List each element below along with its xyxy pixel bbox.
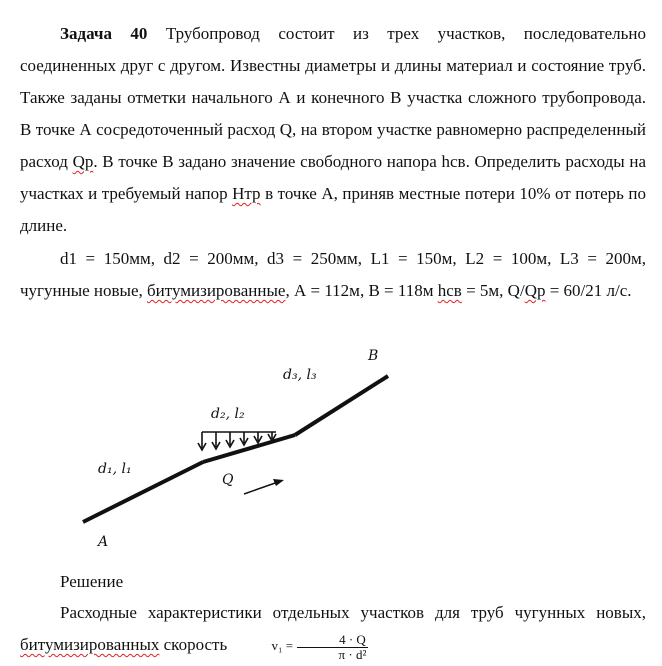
pipeline-diagram	[70, 338, 410, 558]
given-part-4: = 60/21 л/с.	[545, 281, 632, 300]
qp-term: Qр	[72, 152, 94, 171]
formula-fraction	[297, 633, 368, 662]
formula-denominator: π · d²	[338, 646, 367, 662]
given-part-1: d1 = 150мм, d2 = 200мм, d3 = 250мм, L1 = 150м, L2 = 100м, L3 = 200м, чугунные новые,	[20, 249, 646, 300]
pipe-segment-3	[295, 376, 388, 435]
formula-lhs: v₁ =	[271, 638, 294, 654]
solution-text-1: Расходные характеристики отдельных участков для труб чугунных новых,	[60, 603, 646, 622]
problem-title: Задача 40	[60, 24, 148, 43]
label-d2-l2: d₂, l₂	[211, 406, 245, 422]
label-point-a: A	[98, 534, 109, 550]
distributed-flow-arrows	[198, 432, 276, 450]
qp-term-2: Qр	[524, 281, 546, 300]
given-paragraph	[20, 243, 646, 307]
solution-paragraph	[20, 597, 646, 662]
solution-title: Решение	[60, 572, 124, 591]
label-point-b: B	[368, 348, 379, 364]
label-d1-l1: d₁, l₁	[98, 461, 132, 477]
given-part-3: = 5м, Q/	[461, 281, 525, 300]
formula-numerator: 4 · Q	[297, 633, 368, 648]
problem-text: Трубопровод состоит из трех участков, последовательно соединенных друг с другом. Известны диаметры и длины материал и состояние труб. Также заданы отметки начального А и конечного В участка сложного трубопровода. В точке А сосредоточенный расход Q, на втором участке равномерно распределенный расход	[20, 24, 647, 171]
solution-text-2: скорость	[159, 635, 232, 654]
problem-paragraph	[20, 18, 646, 242]
bitum-term: битумизированные	[147, 281, 286, 300]
htr-term: Нтр	[232, 184, 261, 203]
problem-text-2: . В точке В задано значение свободного напора hсв. Определить расходы на участках и требуемый напор	[20, 152, 646, 203]
flow-direction-arrow	[244, 479, 284, 494]
bitum-term-2: битумизированных	[20, 635, 160, 654]
label-d3-l3: d₃, l₃	[283, 367, 317, 383]
hcb-term: hсв	[437, 281, 462, 300]
velocity-formula	[231, 630, 367, 662]
label-q: Q	[222, 472, 234, 488]
problem-text-3: в точке А, приняв местные потери 10% от потерь по длине.	[20, 184, 647, 235]
given-part-2: , А = 112м, В = 118м	[285, 281, 438, 300]
